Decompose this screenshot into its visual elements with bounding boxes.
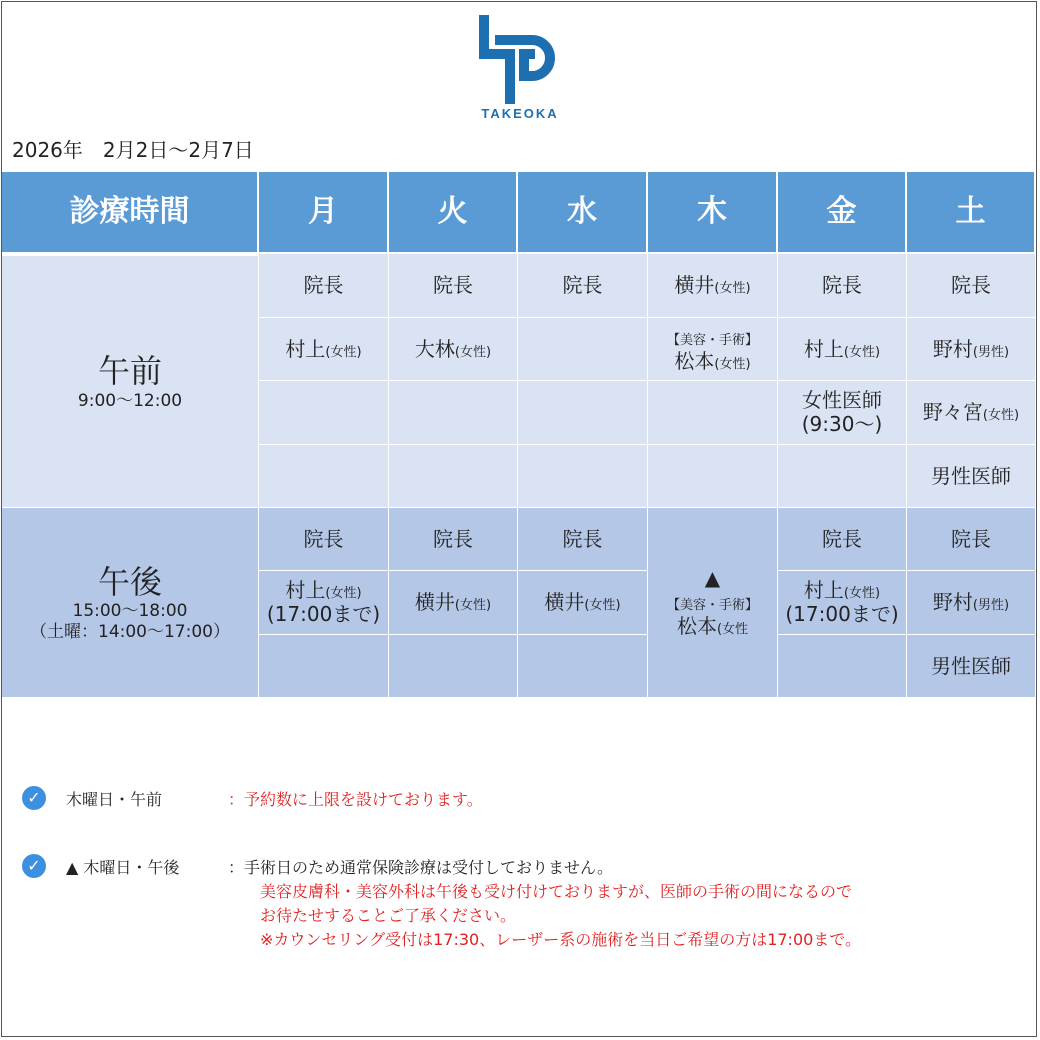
doctor-name: 院長 [433,527,473,552]
cell-line [285,337,361,361]
logo-mark-icon [470,14,570,104]
cell-line [705,566,720,590]
doctor-name: 男性医師 [931,653,1011,678]
cell-line [544,590,620,614]
am-cell [778,381,907,445]
doctor-gender: (女性 [716,622,749,638]
doctor-name: 院長 [951,273,991,298]
cell-line [415,590,491,614]
doctor-gender: (女性) [843,344,881,360]
am-cell [648,445,778,509]
cell-line [267,602,380,626]
date-range: 2026年 2月2日～2月7日 [12,138,254,162]
cell-line [804,337,880,361]
cell-line [933,337,1009,361]
doctor-name: 横井 [544,590,585,615]
cell-line [563,273,603,297]
doctor-name: 松本 [674,348,715,373]
doctor-name: 女性医師 [802,388,882,413]
note-2-red-3: ※カウンセリング受付は17:30、レーザー系の施術を当日ご希望の方は17:00まで。 [260,930,861,949]
am-cell [389,318,518,382]
pm-cell [389,508,518,571]
cell-line [304,527,344,551]
cell-line [285,578,361,602]
pm-cell [389,571,518,634]
cell-line [804,578,880,602]
doctor-gender: (女性) [325,586,362,602]
doctor-name: 松本 [676,614,717,639]
am-cell [778,318,907,382]
am-title: 午前 [97,352,162,391]
cell-line [931,464,1011,488]
note-2-label: ▲ 木曜日・午後 [66,858,180,877]
doctor-gender: (女性) [454,598,492,614]
cell-line [785,602,898,626]
am-section-label [2,254,259,508]
am-cell [907,381,1036,445]
doctor-gender: (男性) [972,344,1010,360]
am-cell [259,445,389,509]
doctor-name: 男性医師 [931,463,1011,488]
am-cell [648,254,778,318]
am-cell [389,445,518,509]
doctor-name: 横井 [414,590,455,615]
cell-line [674,349,750,373]
cell-line [674,273,750,297]
header-time-label: 診療時間 [2,172,259,252]
doctor-name: 院長 [822,273,862,298]
cell-tag: 【美容・手術】 [666,598,758,614]
pm-cell [778,508,907,571]
pm-cell [259,571,389,634]
pm-sat-hours: （土曜：14:00～17:00） [30,621,230,642]
header-day: 水 [518,172,648,252]
pm-cell [907,635,1036,698]
doctor-name: 院長 [303,527,344,552]
cell-line [951,273,991,297]
doctor-name: 大林 [414,336,455,361]
doctor-gender: (女性) [584,598,621,614]
check-icon: ✓ [22,854,46,878]
doctor-name: 村上 [803,578,844,603]
pm-cell [778,635,907,698]
am-cell [389,381,518,445]
header-day: 木 [648,172,778,252]
am-cell [518,318,648,382]
am-cell [778,254,907,318]
doctor-name: 横井 [674,273,715,298]
pm-cell [518,635,648,698]
doctor-name: 院長 [562,273,603,298]
cell-line [951,527,991,551]
am-cell [259,254,389,318]
check-icon: ✓ [22,786,46,810]
cell-line [923,400,1019,424]
pm-cell [259,508,389,571]
am-hours: 9:00～12:00 [77,390,183,411]
am-cell [389,254,518,318]
takeoka-logo [470,14,570,124]
doctor-name: 院長 [951,527,991,552]
am-cell [907,254,1036,318]
cell-line [415,337,491,361]
note-1-label: 木曜日・午前 [66,790,163,809]
pm-section-label [2,508,259,698]
am-cell [778,445,907,509]
cell-sub: (17:00まで) [785,602,899,627]
note-2-red-2: お待たせすることご了承ください。 [260,906,517,925]
pm-title: 午後 [97,562,162,601]
cell-tag: 【美容・手術】 [666,332,758,348]
cell-line [822,527,862,551]
doctor-name: 院長 [822,527,862,552]
pm-hours: 15:00～18:00 [72,601,188,622]
header-day: 火 [389,172,518,252]
pm-cell [389,635,518,698]
doctor-name: 野村 [932,590,973,615]
cell-line [667,590,758,614]
am-cell [907,318,1036,382]
cell-line [563,527,603,551]
triangle-mark: ▲ [704,566,721,591]
am-cell [648,381,778,445]
cell-line [433,273,473,297]
header-day: 月 [259,172,389,252]
doctor-name: 村上 [803,336,844,361]
doctor-gender: (女性) [714,356,751,372]
cell-line [933,590,1009,614]
cell-line [667,325,758,349]
doctor-gender: (男性) [972,598,1010,614]
cell-sub: (17:00まで) [266,602,381,627]
am-cell [518,254,648,318]
note-2-red-1: 美容皮膚科・美容外科は午後も受け付けておりますが、医師の手術の間になるので [260,882,853,901]
am-cell [648,318,778,382]
note-2-text: ：手術日のため通常保険診療は受付しておりません。 [228,858,613,877]
am-cell [907,445,1036,509]
am-cell [518,381,648,445]
pm-cell [518,508,648,571]
cell-line [304,273,344,297]
header-day: 土 [907,172,1036,252]
doctor-name: 院長 [433,273,473,298]
pm-cell [907,508,1036,571]
doctor-gender: (女性) [714,281,751,297]
doctor-name: 村上 [285,336,326,361]
doctor-gender: (女性) [454,344,492,360]
am-cell [259,381,389,445]
header-day: 金 [778,172,907,252]
doctor-name: 院長 [562,527,603,552]
pm-cell [259,635,389,698]
pm-cell [518,571,648,634]
doctor-gender: (女性) [843,586,881,602]
doctor-gender: (女性) [982,408,1020,424]
cell-sub: (9:30～) [801,412,883,437]
logo-text: TAKEOKA [481,106,559,121]
cell-line [433,527,473,551]
cell-line [802,388,882,412]
pm-cell [907,571,1036,634]
doctor-name: 野村 [932,336,973,361]
note-1-text: ：予約数に上限を設けております。 [228,790,483,809]
cell-line [677,614,748,638]
cell-line [931,654,1011,678]
doctor-name: 村上 [285,578,326,603]
cell-line [822,273,862,297]
am-cell [259,318,389,382]
pm-thu-cell [648,508,778,698]
am-cell [518,445,648,509]
cell-line [802,412,883,436]
doctor-name: 院長 [303,273,344,298]
doctor-gender: (女性) [325,344,362,360]
doctor-name: 野々宮 [922,400,983,425]
pm-cell [778,571,907,634]
